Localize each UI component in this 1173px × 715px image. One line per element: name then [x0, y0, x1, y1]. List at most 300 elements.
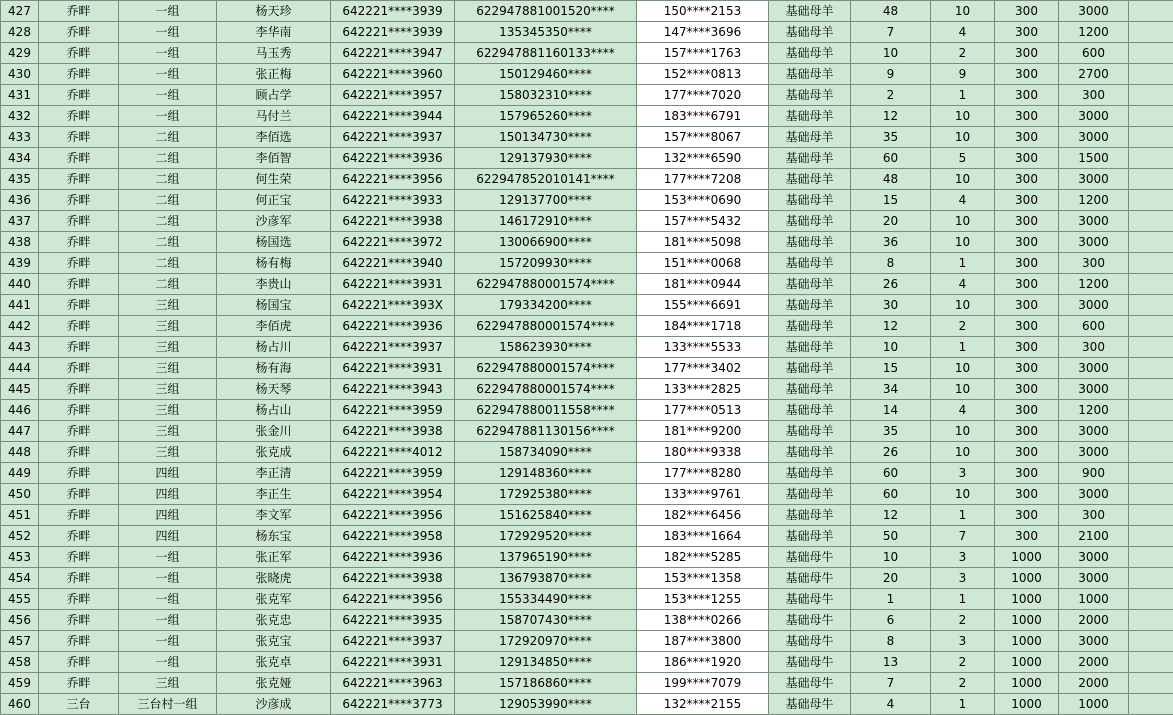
livestock-type-cell[interactable]: 基础母羊 — [769, 127, 851, 148]
row-number-cell[interactable]: 450 — [1, 484, 39, 505]
unit-amount-cell[interactable]: 300 — [995, 106, 1059, 127]
stock-count-cell[interactable]: 8 — [851, 631, 931, 652]
account-number-cell[interactable]: 622947881160133**** — [455, 43, 637, 64]
livestock-type-cell[interactable]: 基础母牛 — [769, 547, 851, 568]
account-number-cell[interactable]: 622947852010141**** — [455, 169, 637, 190]
id-number-cell[interactable]: 642221****3938 — [331, 211, 455, 232]
id-number-cell[interactable]: 642221****3956 — [331, 589, 455, 610]
township-cell[interactable]: 乔畔 — [39, 295, 119, 316]
id-number-cell[interactable]: 642221****3938 — [331, 421, 455, 442]
unit-amount-cell[interactable]: 300 — [995, 232, 1059, 253]
id-number-cell[interactable]: 642221****3935 — [331, 610, 455, 631]
township-cell[interactable]: 乔畔 — [39, 148, 119, 169]
livestock-type-cell[interactable]: 基础母牛 — [769, 694, 851, 715]
unit-amount-cell[interactable]: 300 — [995, 211, 1059, 232]
stock-count-cell[interactable]: 60 — [851, 484, 931, 505]
livestock-type-cell[interactable]: 基础母羊 — [769, 400, 851, 421]
empty-cell[interactable] — [1129, 295, 1173, 316]
total-amount-cell[interactable]: 1200 — [1059, 274, 1129, 295]
stock-count-cell[interactable]: 7 — [851, 673, 931, 694]
unit-amount-cell[interactable]: 300 — [995, 43, 1059, 64]
stock-count-cell[interactable]: 34 — [851, 379, 931, 400]
empty-cell[interactable] — [1129, 673, 1173, 694]
row-number-cell[interactable]: 460 — [1, 694, 39, 715]
id-number-cell[interactable]: 642221****3931 — [331, 652, 455, 673]
village-group-cell[interactable]: 一组 — [119, 652, 217, 673]
livestock-type-cell[interactable]: 基础母牛 — [769, 568, 851, 589]
village-group-cell[interactable]: 二组 — [119, 232, 217, 253]
row-number-cell[interactable]: 433 — [1, 127, 39, 148]
account-number-cell[interactable]: 622947881001520**** — [455, 1, 637, 22]
name-cell[interactable]: 李佰虎 — [217, 316, 331, 337]
name-cell[interactable]: 李华南 — [217, 22, 331, 43]
id-number-cell[interactable]: 642221****3963 — [331, 673, 455, 694]
stock-count-cell[interactable]: 10 — [851, 547, 931, 568]
total-amount-cell[interactable]: 2100 — [1059, 526, 1129, 547]
id-number-cell[interactable]: 642221****4012 — [331, 442, 455, 463]
account-number-cell[interactable]: 158707430**** — [455, 610, 637, 631]
subsidized-count-cell[interactable]: 4 — [931, 400, 995, 421]
subsidized-count-cell[interactable]: 10 — [931, 484, 995, 505]
total-amount-cell[interactable]: 300 — [1059, 505, 1129, 526]
phone-cell[interactable]: 181****0944 — [637, 274, 769, 295]
livestock-type-cell[interactable]: 基础母羊 — [769, 85, 851, 106]
name-cell[interactable]: 李文军 — [217, 505, 331, 526]
subsidized-count-cell[interactable]: 2 — [931, 43, 995, 64]
unit-amount-cell[interactable]: 300 — [995, 148, 1059, 169]
name-cell[interactable]: 杨有海 — [217, 358, 331, 379]
phone-cell[interactable]: 181****5098 — [637, 232, 769, 253]
phone-cell[interactable]: 177****7020 — [637, 85, 769, 106]
subsidized-count-cell[interactable]: 1 — [931, 85, 995, 106]
name-cell[interactable]: 张克军 — [217, 589, 331, 610]
empty-cell[interactable] — [1129, 589, 1173, 610]
township-cell[interactable]: 乔畔 — [39, 421, 119, 442]
name-cell[interactable]: 李佰智 — [217, 148, 331, 169]
empty-cell[interactable] — [1129, 316, 1173, 337]
unit-amount-cell[interactable]: 1000 — [995, 568, 1059, 589]
empty-cell[interactable] — [1129, 85, 1173, 106]
village-group-cell[interactable]: 三组 — [119, 400, 217, 421]
total-amount-cell[interactable]: 3000 — [1059, 379, 1129, 400]
livestock-type-cell[interactable]: 基础母羊 — [769, 190, 851, 211]
phone-cell[interactable]: 133****9761 — [637, 484, 769, 505]
livestock-type-cell[interactable]: 基础母羊 — [769, 463, 851, 484]
account-number-cell[interactable]: 622947880001574**** — [455, 358, 637, 379]
livestock-type-cell[interactable]: 基础母羊 — [769, 379, 851, 400]
name-cell[interactable]: 杨天珍 — [217, 1, 331, 22]
total-amount-cell[interactable]: 600 — [1059, 43, 1129, 64]
total-amount-cell[interactable]: 3000 — [1059, 295, 1129, 316]
phone-cell[interactable]: 132****6590 — [637, 148, 769, 169]
subsidized-count-cell[interactable]: 10 — [931, 211, 995, 232]
empty-cell[interactable] — [1129, 337, 1173, 358]
account-number-cell[interactable]: 157965260**** — [455, 106, 637, 127]
id-number-cell[interactable]: 642221****3960 — [331, 64, 455, 85]
name-cell[interactable]: 杨天琴 — [217, 379, 331, 400]
total-amount-cell[interactable]: 3000 — [1059, 169, 1129, 190]
account-number-cell[interactable]: 172925380**** — [455, 484, 637, 505]
id-number-cell[interactable]: 642221****3939 — [331, 22, 455, 43]
village-group-cell[interactable]: 二组 — [119, 274, 217, 295]
empty-cell[interactable] — [1129, 631, 1173, 652]
row-number-cell[interactable]: 436 — [1, 190, 39, 211]
total-amount-cell[interactable]: 600 — [1059, 316, 1129, 337]
subsidized-count-cell[interactable]: 1 — [931, 589, 995, 610]
account-number-cell[interactable]: 622947880001574**** — [455, 274, 637, 295]
village-group-cell[interactable]: 三组 — [119, 379, 217, 400]
empty-cell[interactable] — [1129, 211, 1173, 232]
row-number-cell[interactable]: 444 — [1, 358, 39, 379]
township-cell[interactable]: 乔畔 — [39, 253, 119, 274]
row-number-cell[interactable]: 448 — [1, 442, 39, 463]
phone-cell[interactable]: 153****1255 — [637, 589, 769, 610]
unit-amount-cell[interactable]: 300 — [995, 1, 1059, 22]
phone-cell[interactable]: 199****7079 — [637, 673, 769, 694]
village-group-cell[interactable]: 二组 — [119, 211, 217, 232]
stock-count-cell[interactable]: 35 — [851, 127, 931, 148]
name-cell[interactable]: 张晓虎 — [217, 568, 331, 589]
id-number-cell[interactable]: 642221****3957 — [331, 85, 455, 106]
township-cell[interactable]: 乔畔 — [39, 547, 119, 568]
total-amount-cell[interactable]: 3000 — [1059, 442, 1129, 463]
account-number-cell[interactable]: 622947880011558**** — [455, 400, 637, 421]
empty-cell[interactable] — [1129, 148, 1173, 169]
phone-cell[interactable]: 186****1920 — [637, 652, 769, 673]
township-cell[interactable]: 三台 — [39, 694, 119, 715]
subsidized-count-cell[interactable]: 10 — [931, 106, 995, 127]
phone-cell[interactable]: 183****6791 — [637, 106, 769, 127]
subsidized-count-cell[interactable]: 1 — [931, 505, 995, 526]
row-number-cell[interactable]: 443 — [1, 337, 39, 358]
empty-cell[interactable] — [1129, 106, 1173, 127]
row-number-cell[interactable]: 455 — [1, 589, 39, 610]
account-number-cell[interactable]: 155334490**** — [455, 589, 637, 610]
village-group-cell[interactable]: 三组 — [119, 673, 217, 694]
name-cell[interactable]: 张克宝 — [217, 631, 331, 652]
total-amount-cell[interactable]: 3000 — [1059, 568, 1129, 589]
unit-amount-cell[interactable]: 300 — [995, 190, 1059, 211]
subsidized-count-cell[interactable]: 1 — [931, 694, 995, 715]
id-number-cell[interactable]: 642221****3947 — [331, 43, 455, 64]
id-number-cell[interactable]: 642221****3944 — [331, 106, 455, 127]
village-group-cell[interactable]: 二组 — [119, 190, 217, 211]
row-number-cell[interactable]: 453 — [1, 547, 39, 568]
subsidized-count-cell[interactable]: 2 — [931, 316, 995, 337]
empty-cell[interactable] — [1129, 169, 1173, 190]
account-number-cell[interactable]: 158623930**** — [455, 337, 637, 358]
row-number-cell[interactable]: 431 — [1, 85, 39, 106]
unit-amount-cell[interactable]: 300 — [995, 505, 1059, 526]
livestock-type-cell[interactable]: 基础母羊 — [769, 295, 851, 316]
livestock-type-cell[interactable]: 基础母牛 — [769, 631, 851, 652]
village-group-cell[interactable]: 一组 — [119, 22, 217, 43]
stock-count-cell[interactable]: 12 — [851, 505, 931, 526]
id-number-cell[interactable]: 642221****3931 — [331, 274, 455, 295]
stock-count-cell[interactable]: 10 — [851, 43, 931, 64]
unit-amount-cell[interactable]: 300 — [995, 442, 1059, 463]
empty-cell[interactable] — [1129, 547, 1173, 568]
phone-cell[interactable]: 138****0266 — [637, 610, 769, 631]
phone-cell[interactable]: 132****2155 — [637, 694, 769, 715]
stock-count-cell[interactable]: 36 — [851, 232, 931, 253]
township-cell[interactable]: 乔畔 — [39, 526, 119, 547]
phone-cell[interactable]: 183****1664 — [637, 526, 769, 547]
livestock-type-cell[interactable]: 基础母羊 — [769, 169, 851, 190]
account-number-cell[interactable]: 158734090**** — [455, 442, 637, 463]
account-number-cell[interactable]: 129053990**** — [455, 694, 637, 715]
unit-amount-cell[interactable]: 300 — [995, 400, 1059, 421]
name-cell[interactable]: 张正梅 — [217, 64, 331, 85]
village-group-cell[interactable]: 四组 — [119, 526, 217, 547]
subsidized-count-cell[interactable]: 10 — [931, 232, 995, 253]
township-cell[interactable]: 乔畔 — [39, 673, 119, 694]
empty-cell[interactable] — [1129, 463, 1173, 484]
account-number-cell[interactable]: 158032310**** — [455, 85, 637, 106]
subsidized-count-cell[interactable]: 3 — [931, 463, 995, 484]
subsidized-count-cell[interactable]: 10 — [931, 295, 995, 316]
total-amount-cell[interactable]: 1200 — [1059, 22, 1129, 43]
unit-amount-cell[interactable]: 300 — [995, 421, 1059, 442]
stock-count-cell[interactable]: 6 — [851, 610, 931, 631]
subsidized-count-cell[interactable]: 4 — [931, 274, 995, 295]
village-group-cell[interactable]: 二组 — [119, 169, 217, 190]
village-group-cell[interactable]: 二组 — [119, 127, 217, 148]
township-cell[interactable]: 乔畔 — [39, 169, 119, 190]
account-number-cell[interactable]: 137965190**** — [455, 547, 637, 568]
subsidized-count-cell[interactable]: 3 — [931, 631, 995, 652]
name-cell[interactable]: 李佰选 — [217, 127, 331, 148]
name-cell[interactable]: 张克忠 — [217, 610, 331, 631]
stock-count-cell[interactable]: 60 — [851, 148, 931, 169]
name-cell[interactable]: 马玉秀 — [217, 43, 331, 64]
account-number-cell[interactable]: 179334200**** — [455, 295, 637, 316]
empty-cell[interactable] — [1129, 22, 1173, 43]
account-number-cell[interactable]: 129137700**** — [455, 190, 637, 211]
total-amount-cell[interactable]: 1000 — [1059, 694, 1129, 715]
row-number-cell[interactable]: 434 — [1, 148, 39, 169]
total-amount-cell[interactable]: 2000 — [1059, 673, 1129, 694]
stock-count-cell[interactable]: 48 — [851, 169, 931, 190]
row-number-cell[interactable]: 439 — [1, 253, 39, 274]
subsidized-count-cell[interactable]: 10 — [931, 127, 995, 148]
subsidized-count-cell[interactable]: 10 — [931, 1, 995, 22]
empty-cell[interactable] — [1129, 358, 1173, 379]
id-number-cell[interactable]: 642221****3937 — [331, 631, 455, 652]
empty-cell[interactable] — [1129, 64, 1173, 85]
livestock-type-cell[interactable]: 基础母羊 — [769, 106, 851, 127]
village-group-cell[interactable]: 三组 — [119, 316, 217, 337]
township-cell[interactable]: 乔畔 — [39, 337, 119, 358]
total-amount-cell[interactable]: 300 — [1059, 337, 1129, 358]
township-cell[interactable]: 乔畔 — [39, 631, 119, 652]
township-cell[interactable]: 乔畔 — [39, 400, 119, 421]
phone-cell[interactable]: 133****5533 — [637, 337, 769, 358]
unit-amount-cell[interactable]: 1000 — [995, 589, 1059, 610]
id-number-cell[interactable]: 642221****3940 — [331, 253, 455, 274]
phone-cell[interactable]: 177****3402 — [637, 358, 769, 379]
id-number-cell[interactable]: 642221****3937 — [331, 337, 455, 358]
phone-cell[interactable]: 147****3696 — [637, 22, 769, 43]
id-number-cell[interactable]: 642221****3936 — [331, 316, 455, 337]
account-number-cell[interactable]: 622947880001574**** — [455, 316, 637, 337]
name-cell[interactable]: 杨国选 — [217, 232, 331, 253]
stock-count-cell[interactable]: 15 — [851, 190, 931, 211]
id-number-cell[interactable]: 642221****3943 — [331, 379, 455, 400]
row-number-cell[interactable]: 459 — [1, 673, 39, 694]
unit-amount-cell[interactable]: 300 — [995, 316, 1059, 337]
stock-count-cell[interactable]: 10 — [851, 337, 931, 358]
row-number-cell[interactable]: 427 — [1, 1, 39, 22]
village-group-cell[interactable]: 三组 — [119, 358, 217, 379]
empty-cell[interactable] — [1129, 253, 1173, 274]
unit-amount-cell[interactable]: 1000 — [995, 547, 1059, 568]
stock-count-cell[interactable]: 48 — [851, 1, 931, 22]
account-number-cell[interactable]: 157186860**** — [455, 673, 637, 694]
account-number-cell[interactable]: 172929520**** — [455, 526, 637, 547]
id-number-cell[interactable]: 642221****3956 — [331, 169, 455, 190]
township-cell[interactable]: 乔畔 — [39, 610, 119, 631]
unit-amount-cell[interactable]: 300 — [995, 169, 1059, 190]
total-amount-cell[interactable]: 3000 — [1059, 1, 1129, 22]
subsidized-count-cell[interactable]: 1 — [931, 337, 995, 358]
row-number-cell[interactable]: 442 — [1, 316, 39, 337]
township-cell[interactable]: 乔畔 — [39, 127, 119, 148]
name-cell[interactable]: 张克卓 — [217, 652, 331, 673]
name-cell[interactable]: 沙彦成 — [217, 694, 331, 715]
livestock-type-cell[interactable]: 基础母羊 — [769, 43, 851, 64]
subsidized-count-cell[interactable]: 3 — [931, 568, 995, 589]
unit-amount-cell[interactable]: 300 — [995, 358, 1059, 379]
livestock-type-cell[interactable]: 基础母羊 — [769, 337, 851, 358]
village-group-cell[interactable]: 一组 — [119, 610, 217, 631]
total-amount-cell[interactable]: 3000 — [1059, 106, 1129, 127]
stock-count-cell[interactable]: 2 — [851, 85, 931, 106]
stock-count-cell[interactable]: 20 — [851, 211, 931, 232]
id-number-cell[interactable]: 642221****3954 — [331, 484, 455, 505]
id-number-cell[interactable]: 642221****3936 — [331, 547, 455, 568]
unit-amount-cell[interactable]: 300 — [995, 295, 1059, 316]
name-cell[interactable]: 何生荣 — [217, 169, 331, 190]
row-number-cell[interactable]: 435 — [1, 169, 39, 190]
unit-amount-cell[interactable]: 300 — [995, 463, 1059, 484]
livestock-type-cell[interactable]: 基础母牛 — [769, 610, 851, 631]
livestock-type-cell[interactable]: 基础母羊 — [769, 22, 851, 43]
empty-cell[interactable] — [1129, 610, 1173, 631]
stock-count-cell[interactable]: 15 — [851, 358, 931, 379]
stock-count-cell[interactable]: 1 — [851, 589, 931, 610]
row-number-cell[interactable]: 432 — [1, 106, 39, 127]
village-group-cell[interactable]: 一组 — [119, 64, 217, 85]
unit-amount-cell[interactable]: 300 — [995, 64, 1059, 85]
total-amount-cell[interactable]: 1500 — [1059, 148, 1129, 169]
id-number-cell[interactable]: 642221****3956 — [331, 505, 455, 526]
stock-count-cell[interactable]: 35 — [851, 421, 931, 442]
empty-cell[interactable] — [1129, 43, 1173, 64]
phone-cell[interactable]: 150****2153 — [637, 1, 769, 22]
id-number-cell[interactable]: 642221****3938 — [331, 568, 455, 589]
row-number-cell[interactable]: 452 — [1, 526, 39, 547]
id-number-cell[interactable]: 642221****3958 — [331, 526, 455, 547]
township-cell[interactable]: 乔畔 — [39, 484, 119, 505]
unit-amount-cell[interactable]: 300 — [995, 253, 1059, 274]
empty-cell[interactable] — [1129, 694, 1173, 715]
empty-cell[interactable] — [1129, 484, 1173, 505]
phone-cell[interactable]: 187****3800 — [637, 631, 769, 652]
total-amount-cell[interactable]: 300 — [1059, 253, 1129, 274]
empty-cell[interactable] — [1129, 190, 1173, 211]
livestock-type-cell[interactable]: 基础母羊 — [769, 211, 851, 232]
account-number-cell[interactable]: 622947881130156**** — [455, 421, 637, 442]
unit-amount-cell[interactable]: 300 — [995, 127, 1059, 148]
account-number-cell[interactable]: 146172910**** — [455, 211, 637, 232]
empty-cell[interactable] — [1129, 232, 1173, 253]
account-number-cell[interactable]: 130066900**** — [455, 232, 637, 253]
stock-count-cell[interactable]: 30 — [851, 295, 931, 316]
account-number-cell[interactable]: 129134850**** — [455, 652, 637, 673]
total-amount-cell[interactable]: 1000 — [1059, 589, 1129, 610]
township-cell[interactable]: 乔畔 — [39, 505, 119, 526]
subsidized-count-cell[interactable]: 10 — [931, 169, 995, 190]
row-number-cell[interactable]: 447 — [1, 421, 39, 442]
row-number-cell[interactable]: 458 — [1, 652, 39, 673]
account-number-cell[interactable]: 129148360**** — [455, 463, 637, 484]
id-number-cell[interactable]: 642221****3937 — [331, 127, 455, 148]
account-number-cell[interactable]: 136793870**** — [455, 568, 637, 589]
village-group-cell[interactable]: 一组 — [119, 568, 217, 589]
subsidized-count-cell[interactable]: 2 — [931, 652, 995, 673]
row-number-cell[interactable]: 454 — [1, 568, 39, 589]
row-number-cell[interactable]: 430 — [1, 64, 39, 85]
name-cell[interactable]: 何正宝 — [217, 190, 331, 211]
name-cell[interactable]: 李正生 — [217, 484, 331, 505]
village-group-cell[interactable]: 二组 — [119, 148, 217, 169]
empty-cell[interactable] — [1129, 421, 1173, 442]
phone-cell[interactable]: 153****0690 — [637, 190, 769, 211]
livestock-type-cell[interactable]: 基础母羊 — [769, 274, 851, 295]
township-cell[interactable]: 乔畔 — [39, 442, 119, 463]
id-number-cell[interactable]: 642221****3773 — [331, 694, 455, 715]
livestock-type-cell[interactable]: 基础母羊 — [769, 421, 851, 442]
village-group-cell[interactable]: 一组 — [119, 589, 217, 610]
livestock-type-cell[interactable]: 基础母羊 — [769, 358, 851, 379]
township-cell[interactable]: 乔畔 — [39, 358, 119, 379]
name-cell[interactable]: 李贵山 — [217, 274, 331, 295]
village-group-cell[interactable]: 四组 — [119, 505, 217, 526]
unit-amount-cell[interactable]: 300 — [995, 22, 1059, 43]
name-cell[interactable]: 杨占山 — [217, 400, 331, 421]
livestock-type-cell[interactable]: 基础母羊 — [769, 484, 851, 505]
empty-cell[interactable] — [1129, 127, 1173, 148]
phone-cell[interactable]: 182****5285 — [637, 547, 769, 568]
id-number-cell[interactable]: 642221****3939 — [331, 1, 455, 22]
unit-amount-cell[interactable]: 1000 — [995, 631, 1059, 652]
stock-count-cell[interactable]: 50 — [851, 526, 931, 547]
unit-amount-cell[interactable]: 300 — [995, 379, 1059, 400]
id-number-cell[interactable]: 642221****393X — [331, 295, 455, 316]
empty-cell[interactable] — [1129, 274, 1173, 295]
village-group-cell[interactable]: 三组 — [119, 295, 217, 316]
name-cell[interactable]: 杨东宝 — [217, 526, 331, 547]
livestock-type-cell[interactable]: 基础母牛 — [769, 673, 851, 694]
township-cell[interactable]: 乔畔 — [39, 568, 119, 589]
phone-cell[interactable]: 182****6456 — [637, 505, 769, 526]
subsidized-count-cell[interactable]: 5 — [931, 148, 995, 169]
total-amount-cell[interactable]: 3000 — [1059, 421, 1129, 442]
township-cell[interactable]: 乔畔 — [39, 379, 119, 400]
name-cell[interactable]: 杨有梅 — [217, 253, 331, 274]
stock-count-cell[interactable]: 8 — [851, 253, 931, 274]
